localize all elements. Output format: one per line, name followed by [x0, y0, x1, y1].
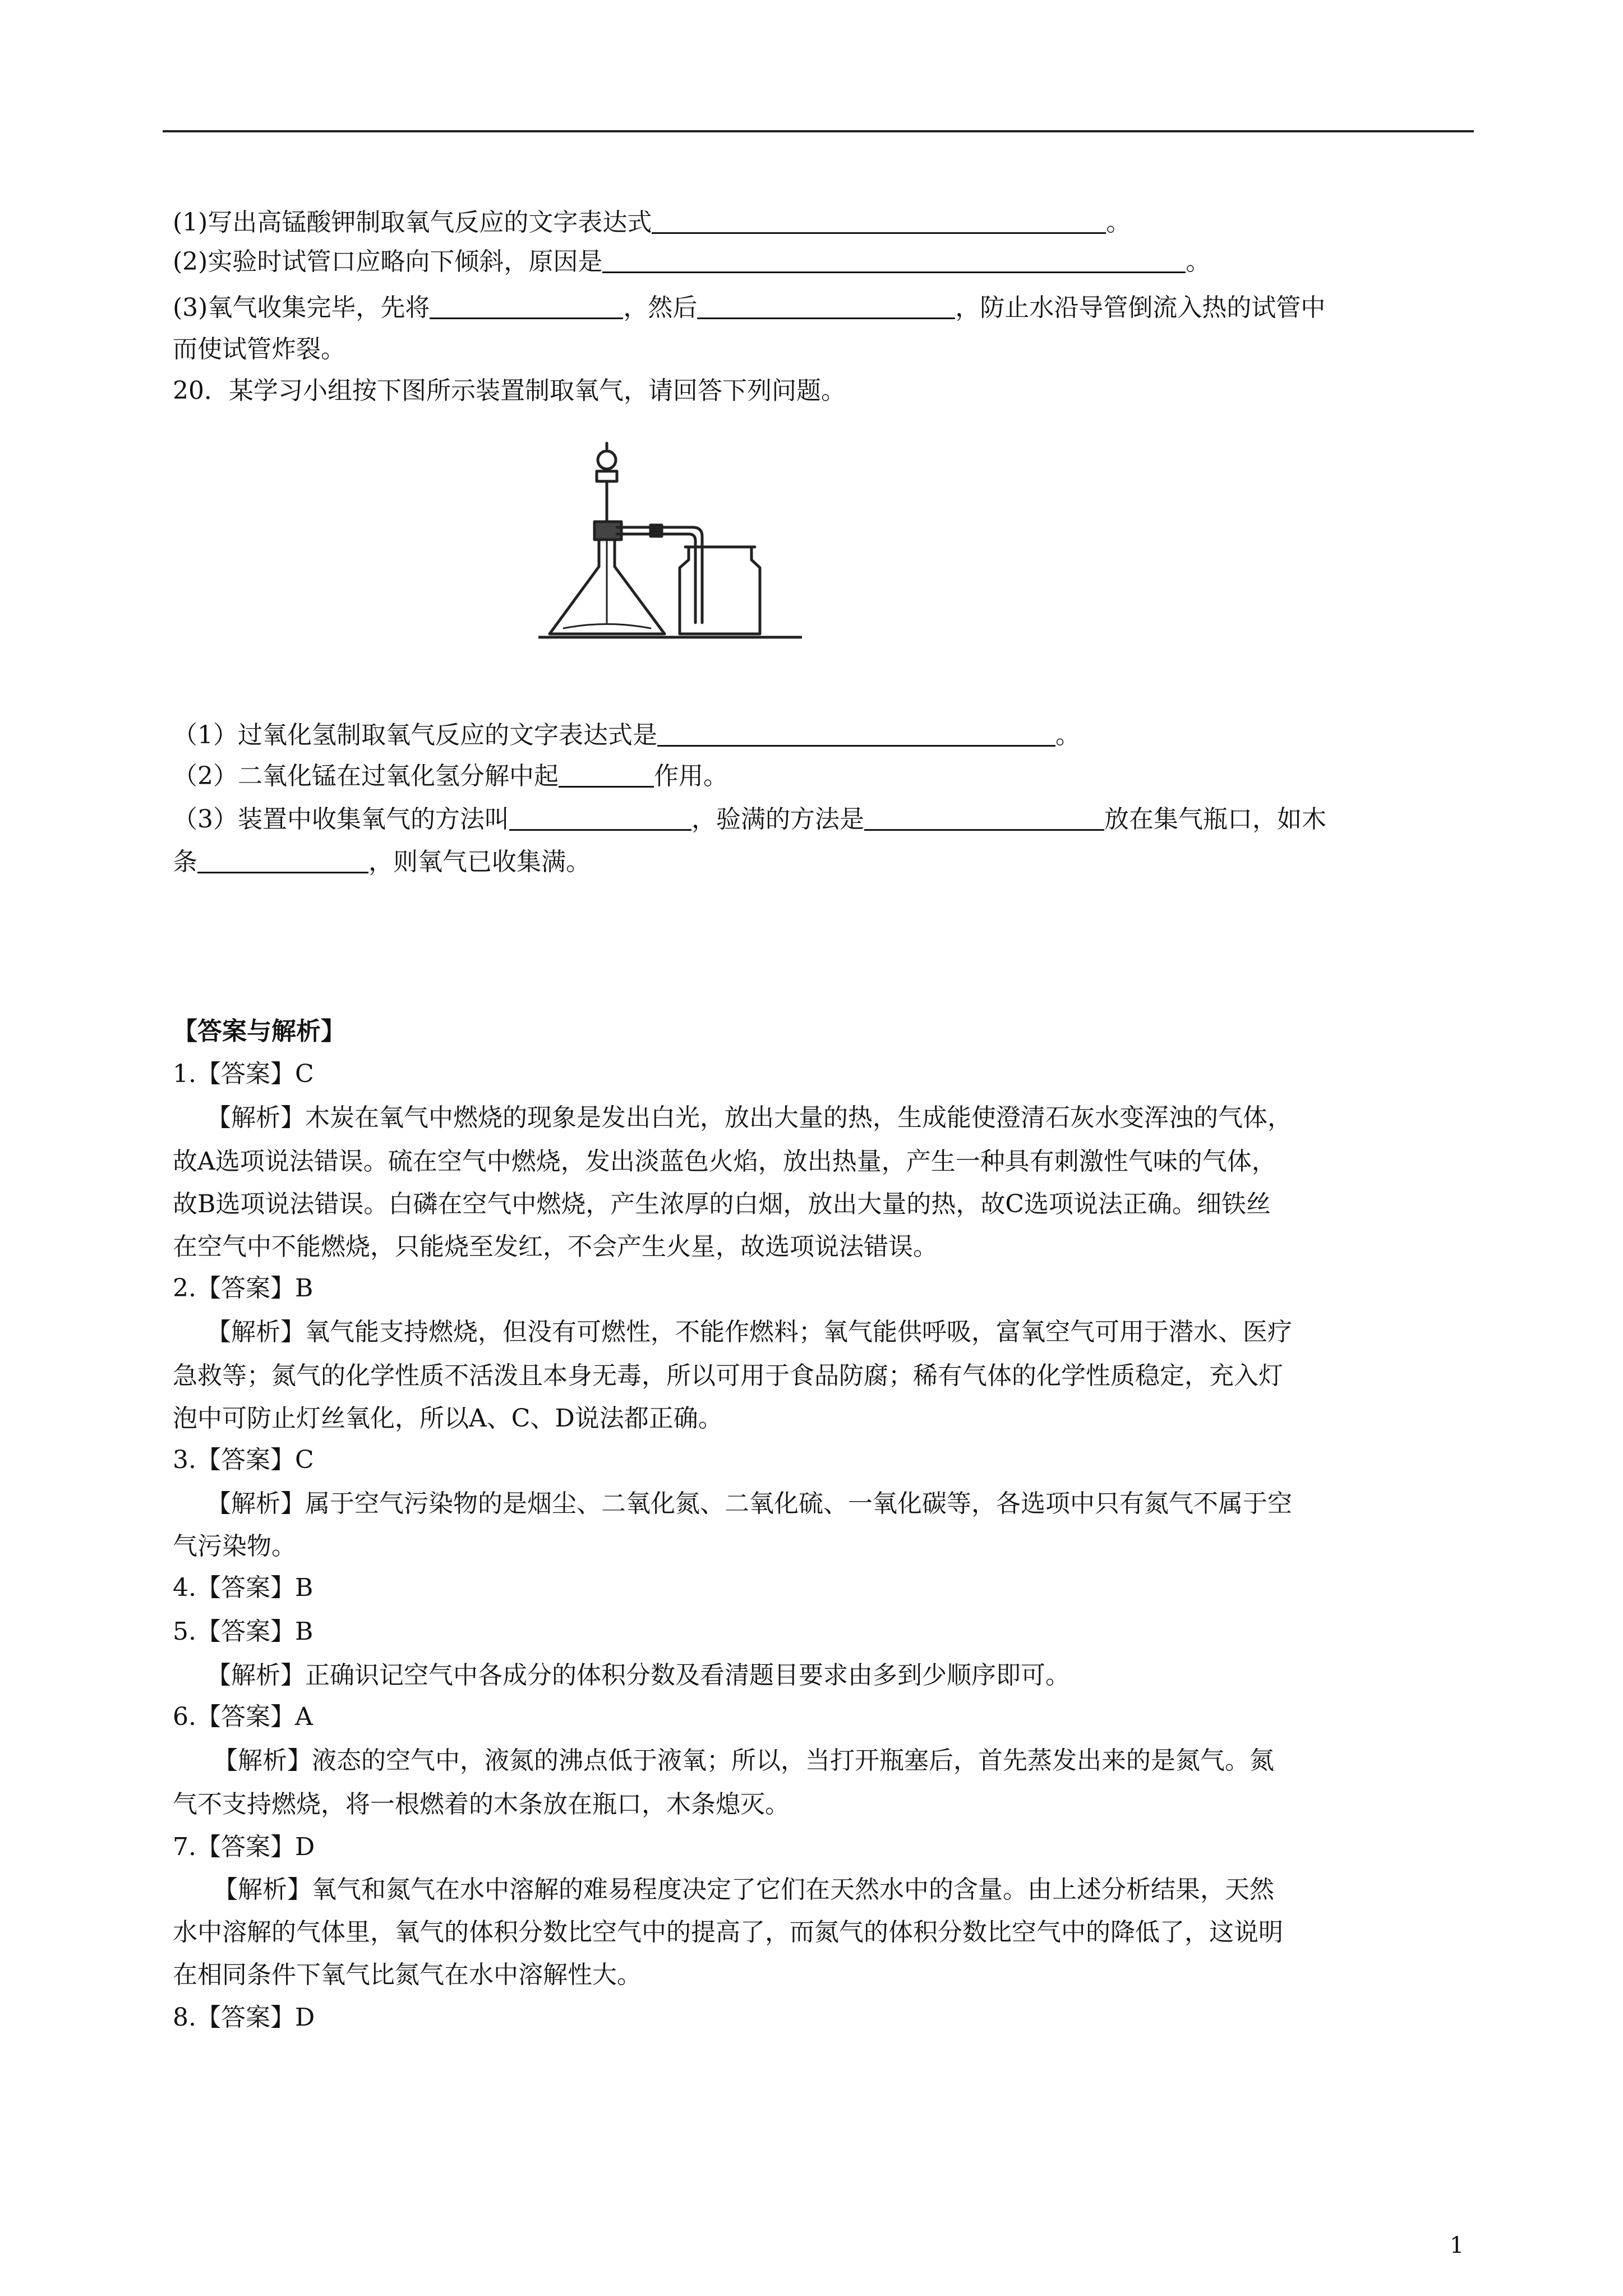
- answer-line: 【解析】属于空气污染物的是烟尘、二氧化氮、二氧化硫、一氧化碳等，各选项中只有氮气不属于空: [206, 1489, 1292, 1518]
- answer-line: 4.【答案】B: [173, 1573, 313, 1602]
- q19-part3-cont: 而使试管炸裂。: [173, 335, 345, 364]
- q20-part3: （3）装置中收集氧气的方法叫 ，验满的方法是 放在集气瓶口，如木: [173, 805, 1326, 834]
- q20-part3-cont: 条 ，则氧气已收集满。: [173, 848, 591, 876]
- answer-blank[interactable]: [652, 210, 1106, 234]
- answer-line: 3.【答案】C: [173, 1446, 314, 1474]
- answer-blank[interactable]: [197, 849, 368, 873]
- answer-blank[interactable]: [509, 807, 691, 831]
- answer-line: 【解析】正确识记空气中各成分的体积分数及看清题目要求由多到少顺序即可。: [206, 1661, 1070, 1690]
- answer-line: 【解析】木炭在氧气中燃烧的现象是发出白光，放出大量的热，生成能使澄清石灰水变浑浊的气体，: [206, 1103, 1292, 1132]
- answer-line: 8.【答案】D: [173, 2003, 315, 2032]
- answer-line: 在相同条件下氧气比氮气在水中溶解性大。: [173, 1961, 642, 1989]
- answer-line: 2.【答案】B: [173, 1274, 313, 1303]
- answer-line: 泡中可防止灯丝氧化，所以A、C、D说法都正确。: [173, 1404, 723, 1433]
- header-rule: [163, 130, 1474, 132]
- answer-blank[interactable]: [559, 763, 654, 788]
- answer-line: 6.【答案】A: [173, 1703, 313, 1731]
- answers-heading: 【答案与解析】: [173, 1017, 345, 1046]
- page-number: 1: [1450, 2233, 1464, 2258]
- answer-blank[interactable]: [864, 807, 1104, 831]
- answer-line: 气污染物。: [173, 1532, 296, 1561]
- answer-line: 7.【答案】D: [173, 1833, 315, 1861]
- answer-line: 气不支持燃烧，将一根燃着的木条放在瓶口，木条熄灭。: [173, 1790, 790, 1819]
- answer-line: 5.【答案】B: [173, 1617, 313, 1646]
- q20-stem: 20．某学习小组按下图所示装置制取氧气，请回答下列问题。: [173, 376, 846, 405]
- answer-line: 故B选项说法错误。白磷在空气中燃烧，产生浓厚的白烟，放出大量的热，故C选项说法正确。细铁丝: [173, 1190, 1271, 1218]
- answer-blank[interactable]: [430, 295, 623, 319]
- answer-line: 急救等；氮气的化学性质不活泼且本身无毒，所以可用于食品防腐；稀有气体的化学性质稳定，充入灯: [173, 1361, 1283, 1390]
- answer-line: 【解析】氧气能支持燃烧，但没有可燃性，不能作燃料；氧气能供呼吸，富氧空气可用于潜水、医疗: [206, 1318, 1292, 1346]
- answer-line: 1.【答案】C: [173, 1060, 314, 1088]
- q19-part3: (3)氧气收集完毕，先将 ，然后 ，防止水沿导管倒流入热的试管中: [173, 293, 1326, 322]
- answer-line: 在空气中不能燃烧，只能烧至发红，不会产生火星，故选项说法错误。: [173, 1232, 938, 1261]
- q20-part1: （1）过氧化氢制取氧气反应的文字表达式是 。: [173, 721, 1080, 749]
- answer-line: 【解析】液态的空气中，液氮的沸点低于液氧；所以，当打开瓶塞后，首先蒸发出来的是氮气。氮: [213, 1746, 1274, 1775]
- oxygen-apparatus-figure: [538, 438, 802, 645]
- answer-blank[interactable]: [697, 295, 955, 319]
- q19-part2: (2)实验时试管口应略向下倾斜，原因是 。: [173, 247, 1211, 276]
- answer-line: 水中溶解的气体里，氧气的体积分数比空气中的提高了，而氮气的体积分数比空气中的降低了，这说明: [173, 1918, 1283, 1947]
- answer-line: 【解析】氧气和氮气在水中溶解的难易程度决定了它们在天然水中的含量。由上述分析结果，天然: [213, 1875, 1274, 1904]
- answer-line: 故A选项说法错误。硫在空气中燃烧，发出淡蓝色火焰，放出热量，产生一种具有刺激性气味的气体，: [173, 1147, 1276, 1176]
- answer-blank[interactable]: [657, 723, 1055, 747]
- answer-blank[interactable]: [602, 249, 1186, 273]
- q19-part1: (1)写出高锰酸钾制取氧气反应的文字表达式 。: [173, 208, 1131, 237]
- q20-part2: （2）二氧化锰在过氧化氢分解中起 作用。: [173, 762, 728, 790]
